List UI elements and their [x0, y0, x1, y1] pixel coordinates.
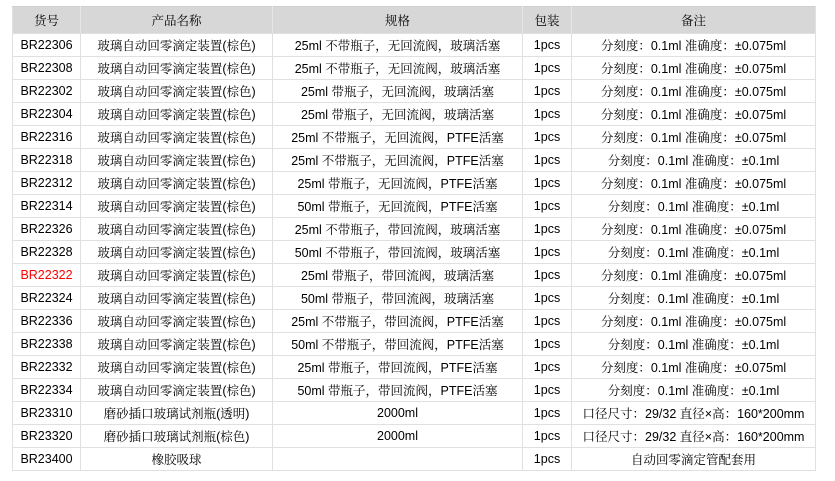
cell-spec: 50ml 带瓶子，带回流阀，玻璃活塞: [273, 287, 523, 310]
cell-code: BR22314: [13, 195, 81, 218]
table-row: [13, 310, 816, 333]
cell-code: BR22336: [13, 310, 81, 333]
cell-spec: 25ml 不带瓶子，无回流阀，玻璃活塞: [273, 57, 523, 80]
cell-code: BR22308: [13, 57, 81, 80]
cell-code: BR22316: [13, 126, 81, 149]
cell-pack: 1pcs: [523, 264, 572, 287]
cell-note: 自动回零滴定管配套用: [572, 448, 816, 471]
cell-spec: 25ml 不带瓶子，无回流阀，玻璃活塞: [273, 34, 523, 57]
cell-note: 分刻度：0.1ml 准确度：±0.075ml: [572, 57, 816, 80]
cell-pack: 1pcs: [523, 241, 572, 264]
product-catalog-table: [12, 6, 816, 471]
table-row: [13, 195, 816, 218]
cell-spec: 25ml 不带瓶子，带回流阀，玻璃活塞: [273, 218, 523, 241]
cell-note: 分刻度：0.1ml 准确度：±0.075ml: [572, 356, 816, 379]
cell-note: 口径尺寸：29/32 直径×高：160*200mm: [572, 402, 816, 425]
cell-spec: 25ml 不带瓶子，带回流阀，PTFE活塞: [273, 310, 523, 333]
table-row: [13, 172, 816, 195]
cell-pack: 1pcs: [523, 425, 572, 448]
cell-code: BR22318: [13, 149, 81, 172]
cell-pack: 1pcs: [523, 379, 572, 402]
cell-code: BR22326: [13, 218, 81, 241]
column-header-note: 备注: [572, 7, 816, 34]
cell-spec: 50ml 带瓶子，无回流阀，PTFE活塞: [273, 195, 523, 218]
cell-pack: 1pcs: [523, 287, 572, 310]
table-row: [13, 149, 816, 172]
table-row: [13, 241, 816, 264]
cell-spec: 50ml 不带瓶子，带回流阀，PTFE活塞: [273, 333, 523, 356]
cell-name: 玻璃自动回零滴定装置(棕色): [81, 356, 273, 379]
cell-name: 玻璃自动回零滴定装置(棕色): [81, 310, 273, 333]
cell-code: BR22322: [13, 264, 81, 287]
table-body: [13, 34, 816, 471]
cell-name: 玻璃自动回零滴定装置(棕色): [81, 80, 273, 103]
cell-note: 分刻度：0.1ml 准确度：±0.1ml: [572, 149, 816, 172]
table-row: [13, 103, 816, 126]
table-row: [13, 356, 816, 379]
cell-note: 分刻度：0.1ml 准确度：±0.075ml: [572, 310, 816, 333]
cell-name: 玻璃自动回零滴定装置(棕色): [81, 34, 273, 57]
cell-code: BR22328: [13, 241, 81, 264]
cell-spec: 25ml 不带瓶子，无回流阀，PTFE活塞: [273, 126, 523, 149]
cell-spec: 25ml 带瓶子，无回流阀，玻璃活塞: [273, 80, 523, 103]
cell-name: 玻璃自动回零滴定装置(棕色): [81, 264, 273, 287]
cell-note: 分刻度：0.1ml 准确度：±0.075ml: [572, 103, 816, 126]
table-row: [13, 57, 816, 80]
table-row: [13, 333, 816, 356]
cell-note: 分刻度：0.1ml 准确度：±0.075ml: [572, 172, 816, 195]
cell-name: 玻璃自动回零滴定装置(棕色): [81, 379, 273, 402]
cell-code: BR23320: [13, 425, 81, 448]
cell-pack: 1pcs: [523, 402, 572, 425]
cell-code: BR22302: [13, 80, 81, 103]
cell-note: 分刻度：0.1ml 准确度：±0.075ml: [572, 264, 816, 287]
cell-name: 玻璃自动回零滴定装置(棕色): [81, 172, 273, 195]
cell-code: BR23400: [13, 448, 81, 471]
cell-code: BR22338: [13, 333, 81, 356]
cell-name: 橡胶吸球: [81, 448, 273, 471]
table-row: [13, 287, 816, 310]
column-header-pack: 包装: [523, 7, 572, 34]
cell-code: BR22304: [13, 103, 81, 126]
cell-note: 分刻度：0.1ml 准确度：±0.075ml: [572, 218, 816, 241]
cell-name: 磨砂插口玻璃试剂瓶(棕色): [81, 425, 273, 448]
cell-spec: 2000ml: [273, 425, 523, 448]
cell-name: 玻璃自动回零滴定装置(棕色): [81, 195, 273, 218]
column-header-code: 货号: [13, 7, 81, 34]
cell-pack: 1pcs: [523, 103, 572, 126]
cell-note: 分刻度：0.1ml 准确度：±0.075ml: [572, 34, 816, 57]
cell-spec: 25ml 带瓶子，带回流阀，玻璃活塞: [273, 264, 523, 287]
cell-note: 分刻度：0.1ml 准确度：±0.1ml: [572, 333, 816, 356]
cell-note: 分刻度：0.1ml 准确度：±0.075ml: [572, 80, 816, 103]
cell-code: BR22306: [13, 34, 81, 57]
table-row: [13, 218, 816, 241]
column-header-name: 产品名称: [81, 7, 273, 34]
cell-note: 分刻度：0.1ml 准确度：±0.1ml: [572, 195, 816, 218]
cell-spec: 25ml 不带瓶子，无回流阀，PTFE活塞: [273, 149, 523, 172]
cell-name: 玻璃自动回零滴定装置(棕色): [81, 218, 273, 241]
table-row: [13, 402, 816, 425]
cell-note: 分刻度：0.1ml 准确度：±0.075ml: [572, 126, 816, 149]
cell-name: 玻璃自动回零滴定装置(棕色): [81, 103, 273, 126]
cell-note: 分刻度：0.1ml 准确度：±0.1ml: [572, 379, 816, 402]
cell-pack: 1pcs: [523, 126, 572, 149]
cell-code: BR22332: [13, 356, 81, 379]
cell-spec: [273, 448, 523, 471]
cell-name: 磨砂插口玻璃试剂瓶(透明): [81, 402, 273, 425]
table-row: [13, 126, 816, 149]
table-row: [13, 80, 816, 103]
cell-spec: 25ml 带瓶子，无回流阀，玻璃活塞: [273, 103, 523, 126]
table-row: [13, 448, 816, 471]
table-row: [13, 425, 816, 448]
cell-code: BR22324: [13, 287, 81, 310]
cell-note: 口径尺寸：29/32 直径×高：160*200mm: [572, 425, 816, 448]
cell-spec: 50ml 不带瓶子，带回流阀，玻璃活塞: [273, 241, 523, 264]
cell-pack: 1pcs: [523, 149, 572, 172]
cell-pack: 1pcs: [523, 195, 572, 218]
cell-pack: 1pcs: [523, 34, 572, 57]
cell-note: 分刻度：0.1ml 准确度：±0.1ml: [572, 287, 816, 310]
cell-spec: 25ml 带瓶子，带回流阀，PTFE活塞: [273, 356, 523, 379]
table-row: [13, 379, 816, 402]
table-row: [13, 34, 816, 57]
header-row: [13, 7, 816, 34]
cell-pack: 1pcs: [523, 333, 572, 356]
column-header-spec: 规格: [273, 7, 523, 34]
table-header: [13, 7, 816, 34]
cell-spec: 2000ml: [273, 402, 523, 425]
cell-pack: 1pcs: [523, 218, 572, 241]
cell-code: BR22334: [13, 379, 81, 402]
cell-spec: 50ml 带瓶子，带回流阀，PTFE活塞: [273, 379, 523, 402]
cell-name: 玻璃自动回零滴定装置(棕色): [81, 126, 273, 149]
cell-name: 玻璃自动回零滴定装置(棕色): [81, 57, 273, 80]
cell-name: 玻璃自动回零滴定装置(棕色): [81, 149, 273, 172]
cell-code: BR22312: [13, 172, 81, 195]
cell-spec: 25ml 带瓶子，无回流阀，PTFE活塞: [273, 172, 523, 195]
table-row: [13, 264, 816, 287]
cell-name: 玻璃自动回零滴定装置(棕色): [81, 287, 273, 310]
cell-pack: 1pcs: [523, 172, 572, 195]
cell-name: 玻璃自动回零滴定装置(棕色): [81, 333, 273, 356]
cell-pack: 1pcs: [523, 57, 572, 80]
cell-pack: 1pcs: [523, 80, 572, 103]
cell-pack: 1pcs: [523, 310, 572, 333]
cell-pack: 1pcs: [523, 356, 572, 379]
cell-name: 玻璃自动回零滴定装置(棕色): [81, 241, 273, 264]
cell-note: 分刻度：0.1ml 准确度：±0.1ml: [572, 241, 816, 264]
cell-pack: 1pcs: [523, 448, 572, 471]
cell-code: BR23310: [13, 402, 81, 425]
